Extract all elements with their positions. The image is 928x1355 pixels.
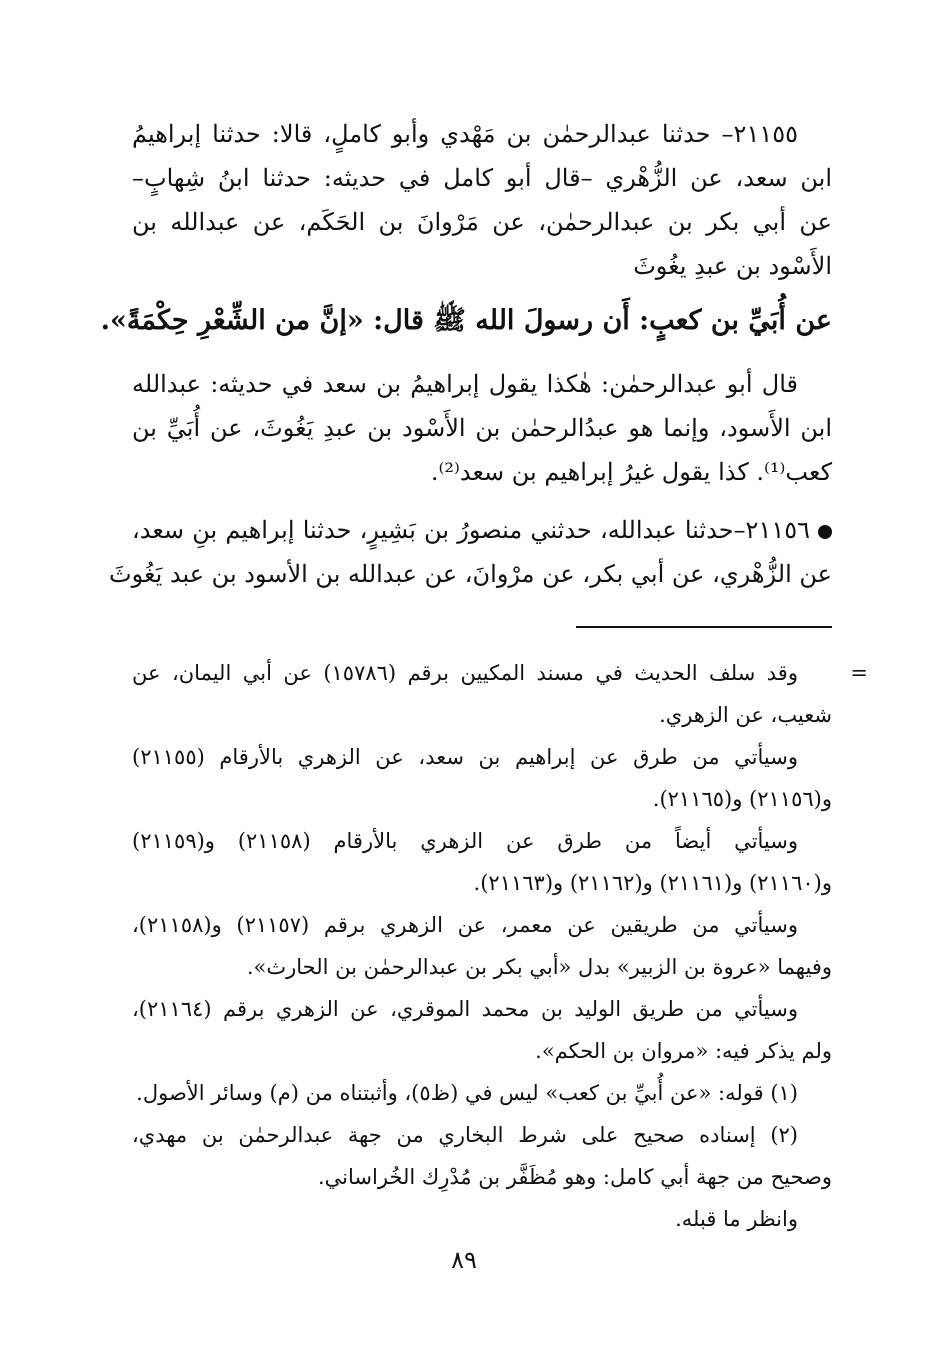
footnotes [132, 652, 868, 1240]
hadith-line: الأَسْود بن عبدِ يغُوثَ [633, 252, 832, 280]
footnote-line: (١) قوله: «عن أُبيِّ بن كعب» ليس في (ظ٥)، وأثبتناه من (م) وسائر الأصول. [136, 1081, 798, 1105]
footnote-line: وسيأتي من طريق الوليد بن محمد الموقري، عن الزهري برقم (٢١١٦٤)، [132, 997, 798, 1021]
continuation-mark: = [850, 661, 868, 685]
hadith-21155 [132, 112, 832, 288]
footnote-line: وسيأتي أيضاً من طرق عن الزهري بالأرقام (٢١١٥٨) و(٢١١٥٩) [132, 829, 799, 853]
hadith-matn [100, 295, 832, 347]
footnote-line: ولم يذكر فيه: «مروان بن الحكم». [535, 1039, 832, 1063]
footnote-line: وانظر ما قبله. [675, 1207, 798, 1231]
footnote-line: وسيأتي من طريقين عن معمر، عن الزهري برقم (٢١١٥٧) و(٢١١٥٨)، [132, 913, 798, 937]
hadith-21156 [109, 508, 832, 596]
footnote-line: و(٢١١٥٦) و(٢١١٦٥). [652, 787, 832, 811]
footnote-line: وسيأتي من طرق عن إبراهيم بن سعد، عن الزهري بالأرقام (٢١١٥٥) [132, 745, 798, 769]
hadith-line: عن أبي بكر بن عبدالرحمٰن، عن مَرْوانَ بن الحَكَم، عن عبدالله بن [132, 208, 832, 236]
author-remark [132, 362, 832, 494]
footnote-line: وفيهما «عروة بن الزبير» بدل «أبي بكر بن عبدالرحمٰن بن الحارث». [246, 955, 832, 979]
footnote-line: وقد سلف الحديث في مسند المكيين برقم (١٥٧٨٦) عن أبي اليمان، عن [132, 661, 798, 685]
hadith-line-text: ٢١١٥٦–حدثنا عبدالله، حدثني منصورُ بن بَشِيرٍ، حدثنا إبراهيم بنِ سعد، [132, 516, 810, 544]
footnote-line: شعيب، عن الزهري. [659, 703, 832, 727]
footnote-line: وصحيح من جهة أبي كامل: وهو مُظَفَّر بن مُدْرِك الخُراساني. [318, 1165, 832, 1189]
hadith-line: عن الزُّهْري، عن أبي بكر، عن مرْوانَ، عن عبدالله بن الأسود بن عبد يَغُوثَ [109, 560, 832, 588]
remark-line: كعب⁽¹⁾. كذا يقول غيرُ إبراهيم بن سعد⁽²⁾. [430, 458, 832, 486]
footnote-line: و(٢١١٦٠) و(٢١١٦١) و(٢١١٦٢) و(٢١١٦٣). [473, 871, 832, 895]
matn-line: عن أُبَيِّ بن كعبٍ: أَن رسولَ الله ﷺ قال: «إنَّ من الشِّعْرِ حِكْمَةً». [100, 305, 832, 336]
hadith-line [132, 508, 832, 552]
page-number: ٨٩ [451, 1246, 477, 1274]
remark-line: ابن الأَسود، وإنما هو عبدُالرحمٰن بن الأَسْود بن عبدِ يَغُوثَ، عن أُبَيِّ بن [132, 414, 832, 442]
bullet-icon [818, 525, 832, 539]
remark-line: قال أبو عبدالرحمٰن: هٰكذا يقول إبراهيمُ بن سعد في حديثه: عبدالله [132, 370, 798, 398]
hadith-line: ٢١١٥٥– حدثنا عبدالرحمٰن بن مَهْدي وأبو كاملٍ، قالا: حدثنا إبراهيمُ [132, 120, 798, 148]
hadith-line: ابن سعد، عن الزُّهْري –قال أبو كامل في حديثه: حدثنا ابنُ شِهابٍ– [132, 164, 832, 192]
footnote-separator [576, 626, 832, 628]
footnote-line: (٢) إسناده صحيح على شرط البخاري من جهة عبدالرحمٰن بن مهدي، [132, 1123, 798, 1147]
